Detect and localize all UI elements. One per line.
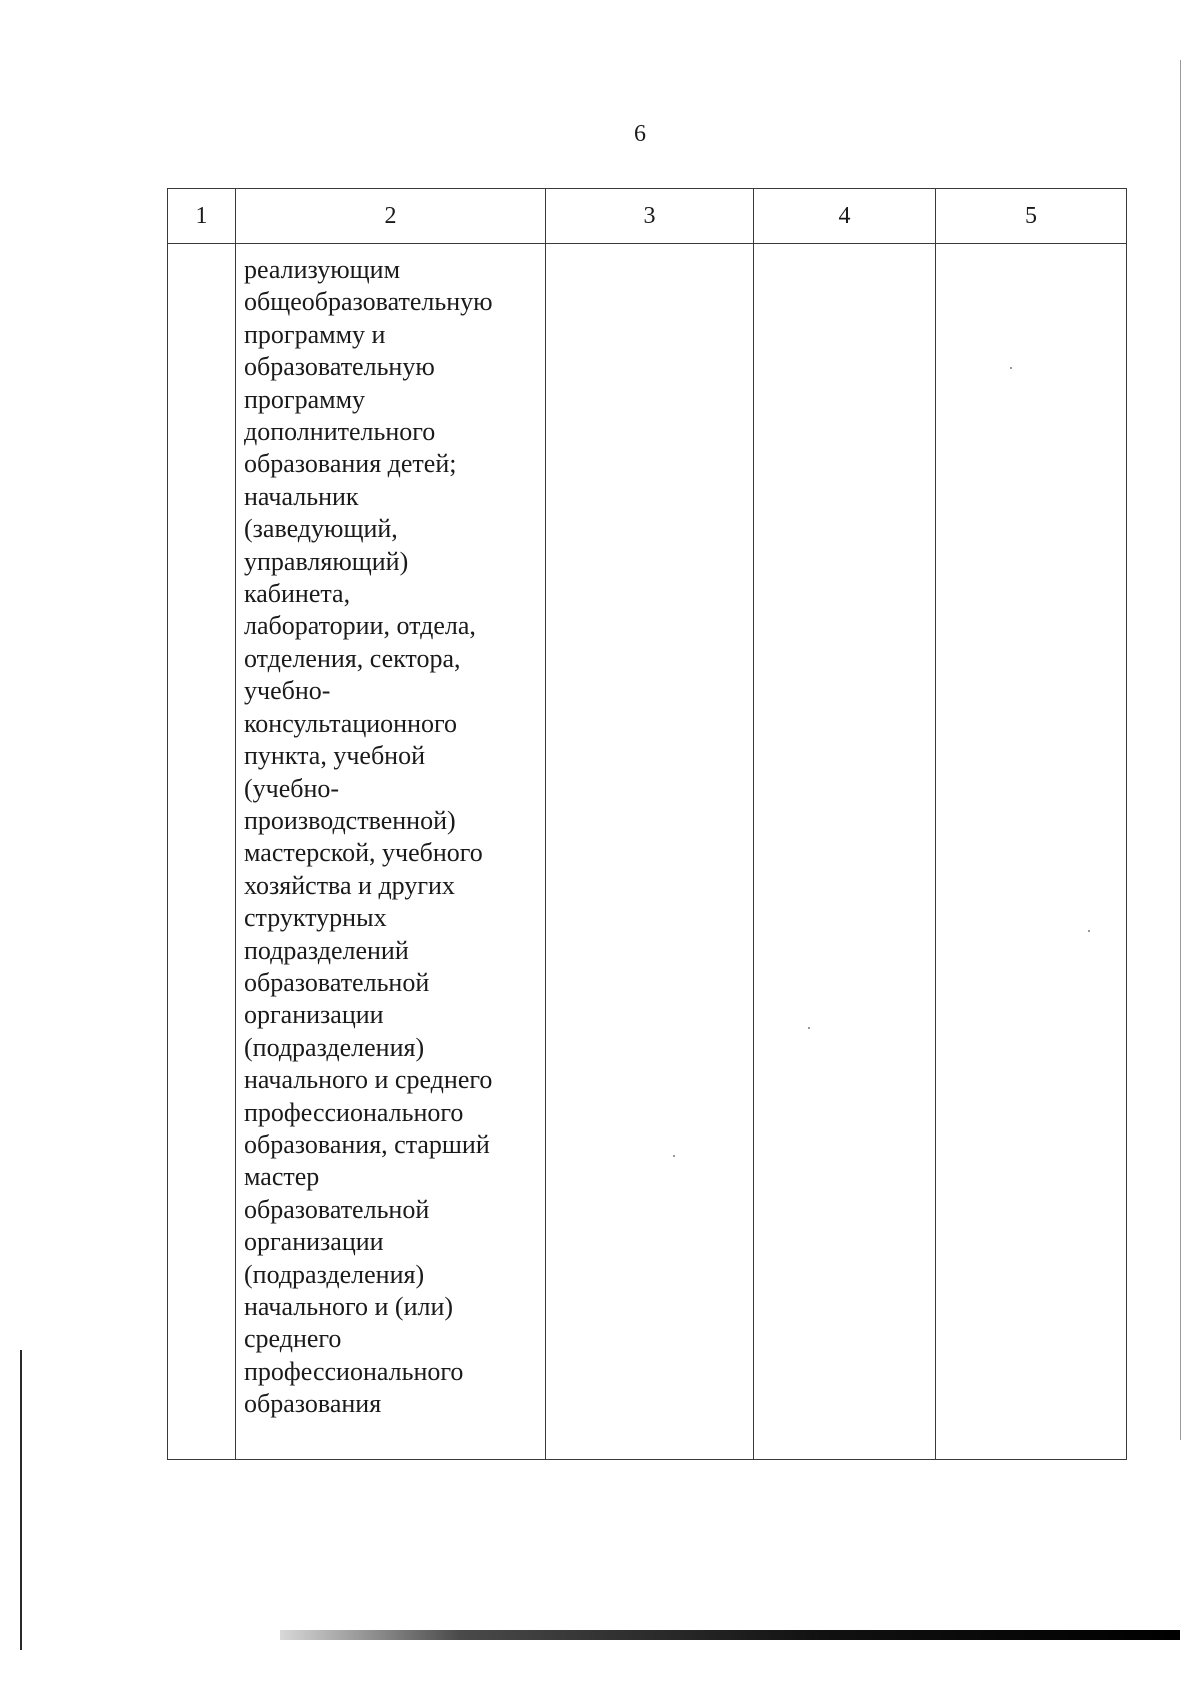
scan-speck [673, 1155, 675, 1157]
header-cell-5: 5 [936, 189, 1127, 244]
scan-bottom-bar [280, 1630, 1180, 1640]
scan-edge-line-right [1180, 60, 1181, 1440]
page-number: 6 [634, 121, 646, 147]
scan-edge-line-left [20, 1350, 22, 1650]
row-cell-4 [754, 244, 936, 1460]
table-row [168, 244, 1127, 1460]
header-cell-1: 1 [168, 189, 236, 244]
row-cell-5 [936, 244, 1127, 1460]
row-cell-1 [168, 244, 236, 1460]
row-cell-3 [546, 244, 754, 1460]
row-cell-5-text [936, 244, 1126, 254]
position-description-text: реализующим общеобразовательную программу и образовательную программу дополнительного образования детей; начальник (заведующий, управляющий) кабинета, лаборатории, отдела, отделения, сектора, учебно- консультационного пункта, учебной (учебно- производственной) мастерской, учебного хозяйства и других структурных подразделений образовательной организации (подразделения) начального и среднего профессионального образования, старший мастер образовательной организации (подразделения) начального и (или) среднего профессионального образования [244, 255, 493, 1419]
header-cell-2: 2 [236, 189, 546, 244]
row-cell-2 [236, 244, 546, 1460]
table-header-row [168, 189, 1127, 244]
row-cell-1-text [168, 244, 235, 254]
scan-speck [808, 1027, 810, 1029]
header-cell-3: 3 [546, 189, 754, 244]
document-table [167, 188, 1127, 1460]
scan-speck [1010, 367, 1012, 369]
row-cell-3-text [546, 244, 753, 254]
scan-speck [1088, 930, 1090, 932]
header-cell-4: 4 [754, 189, 936, 244]
row-cell-4-text [754, 244, 935, 254]
